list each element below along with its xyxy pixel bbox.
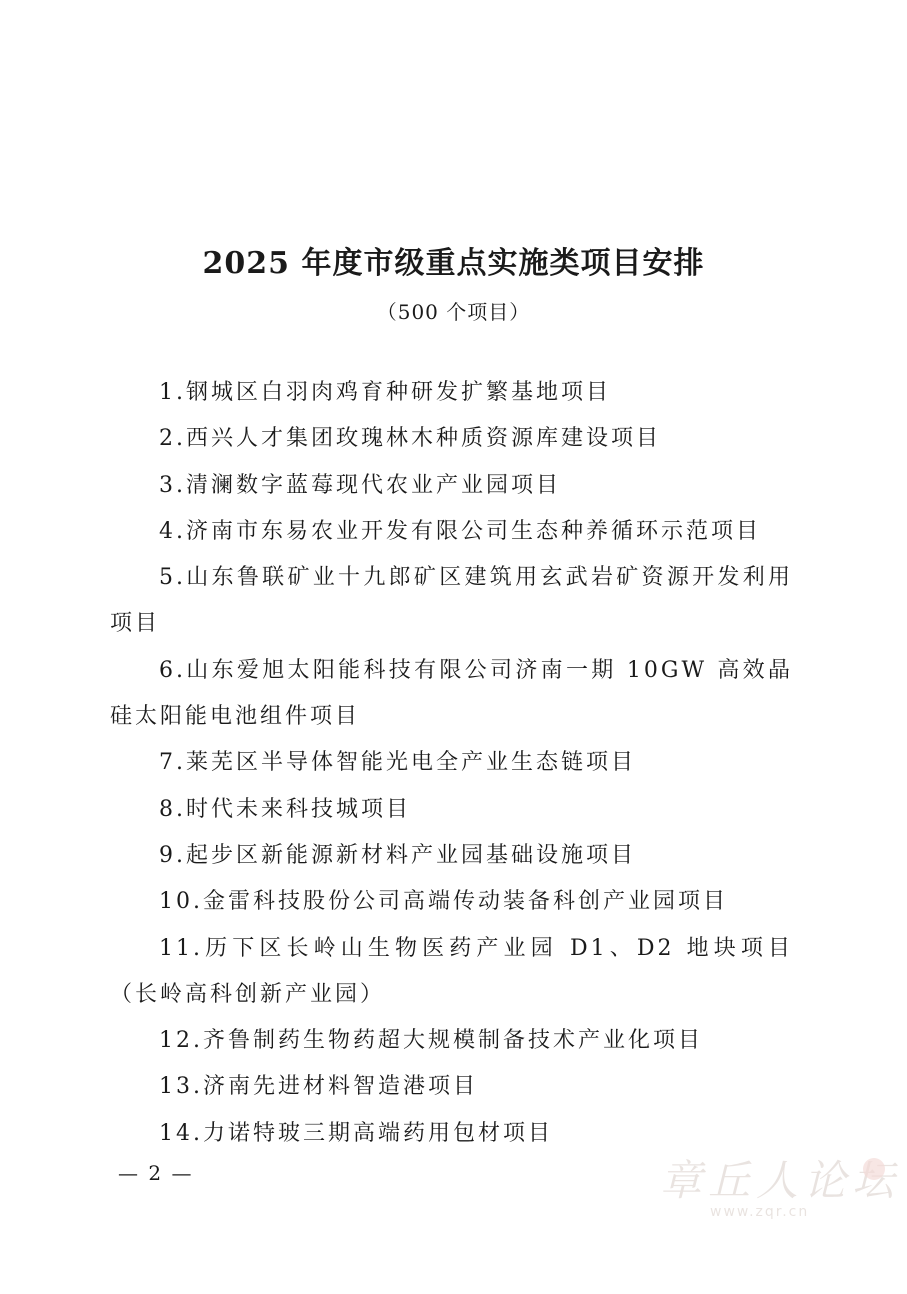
- list-item: 4.济南市东易农业开发有限公司生态种养循环示范项目: [159, 518, 761, 544]
- seal-icon: [863, 1158, 885, 1180]
- watermark-text: 章丘人论坛: [660, 1156, 901, 1205]
- watermark-url: www.zqr.cn: [710, 1204, 810, 1220]
- list-item: 10.金雷科技股份公司高端传动装备科创产业园项目: [159, 889, 728, 915]
- list-item: 5.山东鲁联矿业十九郎矿区建筑用玄武岩矿资源开发利用项目: [110, 565, 793, 637]
- list-item: 9.起步区新能源新材料产业园基础设施项目: [159, 842, 636, 868]
- list-item: 8.时代未来科技城项目: [159, 796, 411, 822]
- list-item: 11.历下区长岭山生物医药产业园 D1、D2 地块项目（长岭高科创新产业园）: [110, 935, 793, 1007]
- list-item: 7.莱芜区半导体智能光电全产业生态链项目: [159, 750, 636, 776]
- list-item: 2.西兴人才集团玫瑰林木种质资源库建设项目: [159, 426, 661, 452]
- list-item: 13.济南先进材料智造港项目: [159, 1074, 478, 1100]
- page-title: 2025 年度市级重点实施类项目安排: [202, 246, 705, 281]
- list-item: 3.清澜数字蓝莓现代农业产业园项目: [159, 472, 561, 498]
- watermark: [650, 1148, 901, 1228]
- project-list: [110, 370, 793, 1157]
- list-item: 14.力诺特玻三期高端药用包材项目: [159, 1120, 553, 1146]
- list-item: 6.山东爱旭太阳能科技有限公司济南一期 10GW 高效晶硅太阳能电池组件项目: [110, 657, 793, 730]
- page-subtitle: （500 个项目）: [376, 300, 531, 324]
- page-number: — 2 —: [118, 1161, 194, 1185]
- list-item: 12.齐鲁制药生物药超大规模制备技术产业化项目: [159, 1028, 703, 1054]
- list-item: 1.钢城区白羽肉鸡育种研发扩繁基地项目: [159, 380, 611, 405]
